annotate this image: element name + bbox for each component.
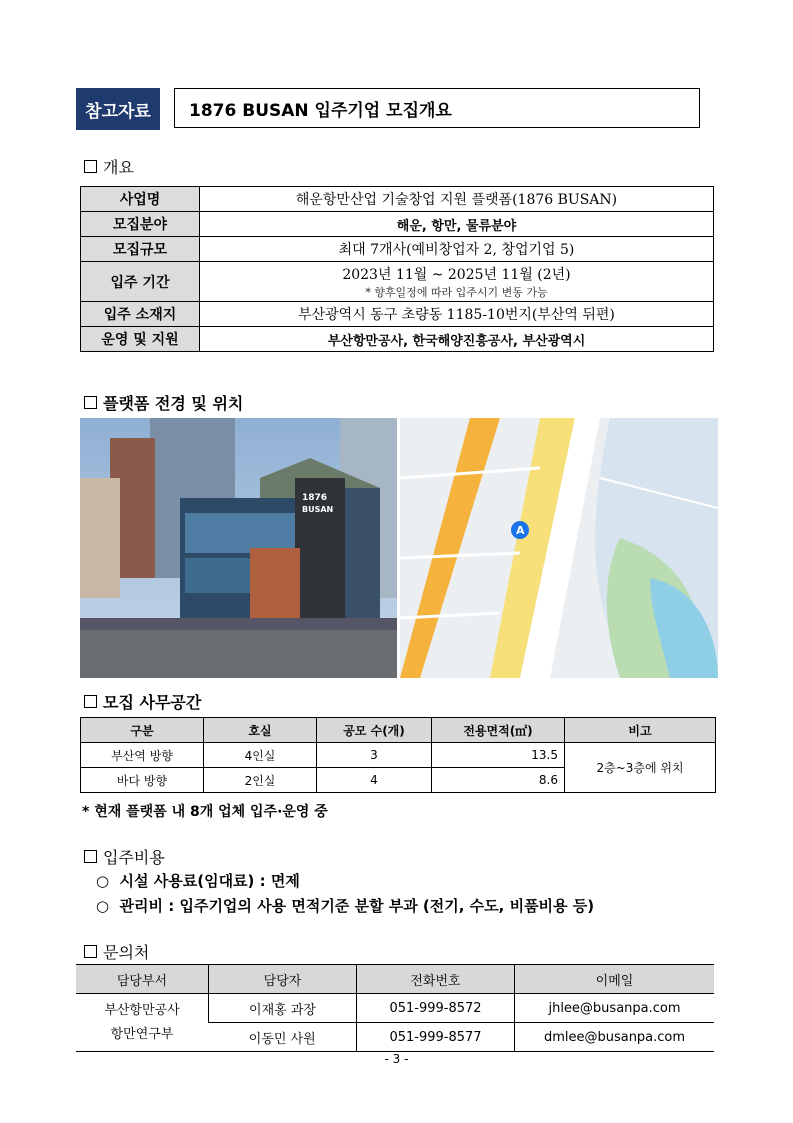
section-overview-heading [84, 155, 134, 178]
location-map [400, 418, 718, 678]
department-cell: 부산항만공사 항만연구부 [76, 994, 209, 1052]
page-title: 1876 BUSAN 입주기업 모집개요 [174, 88, 700, 128]
page-number: - 3 - [384, 1052, 409, 1066]
square-bullet-icon [84, 695, 97, 708]
cost-item: ○ 시설 사용료(임대료) : 면제 [96, 872, 300, 890]
area-cell: 8.6 [432, 768, 565, 793]
cost-item-text: 관리비 : 입주기업의 사용 면적기준 분할 부과 (전기, 수도, 비품비용 등) [119, 897, 595, 915]
count-cell: 3 [317, 743, 432, 768]
section-contact-heading [84, 940, 149, 963]
row-key: 모집분야 [81, 212, 200, 237]
row-value: 해운항만산업 기술창업 지원 플랫폼(1876 BUSAN) [200, 187, 714, 212]
column-header: 이메일 [515, 965, 715, 994]
column-header: 담당부서 [76, 965, 209, 994]
section-office-heading [84, 690, 201, 713]
column-header: 공모 수(개) [317, 718, 432, 743]
map-illustration [400, 418, 718, 678]
section-title: 입주비용 [103, 848, 165, 867]
section-title: 플랫폼 전경 및 위치 [103, 394, 244, 413]
building-sign-text: 1876 [302, 493, 328, 503]
cost-item: ○ 관리비 : 입주기업의 사용 면적기준 분할 부과 (전기, 수도, 비품비용 등) [96, 897, 595, 915]
table-header-row [81, 718, 716, 743]
section-cost-heading [84, 845, 165, 868]
table-row [81, 262, 714, 302]
row-value [200, 262, 714, 302]
row-value: 부산광역시 동구 초량동 1185-10번지(부산역 뒤편) [200, 302, 714, 327]
square-bullet-icon [84, 850, 97, 863]
remark-cell: 2층~3층에 위치 [565, 743, 716, 793]
building-photo [80, 418, 397, 678]
section-platform-heading [84, 391, 243, 414]
column-header: 비고 [565, 718, 716, 743]
section-title: 개요 [103, 158, 134, 177]
table-row [81, 327, 714, 352]
office-note: * 현재 플랫폼 내 8개 업체 입주·운영 중 [82, 804, 328, 820]
division-cell: 부산역 방향 [81, 743, 204, 768]
table-row [81, 212, 714, 237]
row-key: 모집규모 [81, 237, 200, 262]
section-title: 모집 사무공간 [103, 693, 202, 712]
contact-table [76, 964, 714, 1052]
table-row [81, 302, 714, 327]
office-table [80, 717, 716, 793]
room-cell: 2인실 [204, 768, 317, 793]
table-row [81, 237, 714, 262]
count-cell: 4 [317, 768, 432, 793]
table-row [81, 187, 714, 212]
square-bullet-icon [84, 396, 97, 409]
contact-email: jhlee@busanpa.com [515, 994, 715, 1023]
period-text: 2023년 11월 ~ 2025년 11월 (2년) [342, 266, 571, 283]
column-header: 전용면적(㎡) [432, 718, 565, 743]
period-note: * 향후일정에 따라 입주시기 변동 가능 [365, 285, 548, 299]
table-header-row [76, 965, 714, 994]
row-key: 운영 및 지원 [81, 327, 200, 352]
building-sign-text: BUSAN [302, 505, 334, 514]
row-value: 최대 7개사(예비창업자 2, 창업기업 5) [200, 237, 714, 262]
cost-item-text: 시설 사용료(임대료) : 면제 [119, 872, 300, 890]
contact-email: dmlee@busanpa.com [515, 1023, 715, 1052]
column-header: 전화번호 [357, 965, 515, 994]
row-key: 입주 소재지 [81, 302, 200, 327]
building-illustration [80, 418, 397, 678]
location-marker-label: A [516, 524, 525, 537]
division-cell: 바다 방향 [81, 768, 204, 793]
column-header: 담당자 [209, 965, 357, 994]
contact-phone: 051-999-8572 [357, 994, 515, 1023]
row-value: 해운, 항만, 물류분야 [200, 212, 714, 237]
room-cell: 4인실 [204, 743, 317, 768]
row-value: 부산항만공사, 한국해양진흥공사, 부산광역시 [200, 327, 714, 352]
square-bullet-icon [84, 945, 97, 958]
column-header: 호실 [204, 718, 317, 743]
section-title: 문의처 [103, 943, 150, 962]
table-row [76, 994, 714, 1023]
table-row [81, 743, 716, 768]
row-key: 사업명 [81, 187, 200, 212]
contact-name: 이동민 사원 [209, 1023, 357, 1052]
row-key: 입주 기간 [81, 262, 200, 302]
reference-tag: 참고자료 [76, 88, 160, 130]
contact-phone: 051-999-8577 [357, 1023, 515, 1052]
contact-name: 이재홍 과장 [209, 994, 357, 1023]
overview-table [80, 186, 714, 352]
square-bullet-icon [84, 160, 97, 173]
area-cell: 13.5 [432, 743, 565, 768]
column-header: 구분 [81, 718, 204, 743]
